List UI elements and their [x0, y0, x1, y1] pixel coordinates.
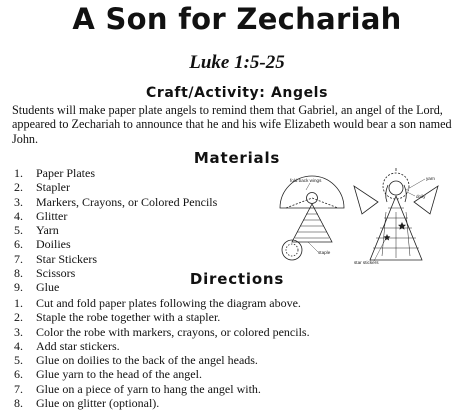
item-text: Glue on a piece of yarn to hang the angel with.: [36, 381, 261, 396]
intro-paragraph: Students will make paper plate angels to remind them that Gabriel, an angel of the Lord, appeared to Zechariah to announce that he and his wife Elizabeth would bear a son named John.: [12, 103, 452, 146]
list-item: [14, 252, 217, 266]
left-wing: [354, 186, 378, 214]
item-text: Glue on glitter (optional).: [36, 396, 160, 410]
item-number: 2.: [14, 310, 23, 325]
label-doily: doily: [416, 194, 426, 199]
item-number: 8.: [14, 266, 23, 281]
list-item: [14, 209, 217, 223]
star-sticker-icon: [398, 222, 406, 230]
item-number: 5.: [14, 353, 23, 368]
angel-diagram: [266, 168, 470, 266]
angel-head-finished: [389, 181, 403, 195]
list-item: [14, 296, 310, 310]
item-text: Markers, Crayons, or Colored Pencils: [36, 194, 218, 209]
scripture-reference: Luke 1:5-25: [189, 52, 285, 73]
label-staple: staple: [318, 250, 331, 255]
item-text: Stapler: [36, 180, 70, 195]
materials-heading: Materials: [193, 149, 281, 167]
robe-pattern: [295, 214, 329, 238]
page-title: A Son for Zechariah: [72, 2, 402, 36]
item-number: 6.: [14, 237, 23, 252]
item-number: 4.: [14, 338, 23, 353]
item-number: 1.: [14, 166, 23, 180]
fold-line: [286, 198, 338, 208]
directions-list: [14, 296, 310, 410]
doily-shape: [282, 240, 302, 260]
list-item: [14, 339, 310, 353]
directions-heading: Directions: [189, 270, 285, 288]
item-number: 7.: [14, 251, 23, 266]
item-text: Color the robe with markers, crayons, or colored pencils.: [36, 324, 310, 339]
item-text: Yarn: [36, 223, 59, 238]
angel-head: [307, 193, 318, 204]
list-item: [14, 396, 310, 410]
doily-inner: [286, 244, 298, 256]
item-text: Scissors: [36, 266, 76, 281]
list-item: [14, 310, 310, 324]
list-item: [14, 166, 217, 180]
item-number: 7.: [14, 381, 23, 396]
list-item: [14, 223, 217, 237]
label-star-stickers: star stickers: [354, 260, 379, 265]
item-number: 3.: [14, 194, 23, 209]
craft-heading: Craft/Activity: Angels: [145, 85, 328, 101]
item-text: Doilies: [36, 237, 71, 252]
item-number: 9.: [14, 280, 23, 295]
item-number: 3.: [14, 324, 23, 339]
item-text: Paper Plates: [36, 166, 95, 180]
label-yarn: yarn: [426, 176, 435, 181]
list-item: [14, 325, 310, 339]
list-item: [14, 195, 217, 209]
item-text: Add star stickers.: [36, 338, 120, 353]
item-text: Staple the robe together with a stapler.: [36, 310, 221, 325]
star-sticker-icon: [384, 234, 391, 241]
list-item: [14, 237, 217, 251]
item-number: 1.: [14, 296, 23, 310]
label-fold-back-wings: fold back wings: [290, 178, 322, 183]
item-number: 5.: [14, 223, 23, 238]
list-item: [14, 382, 310, 396]
item-number: 8.: [14, 396, 23, 410]
robe-pattern-finished: [373, 208, 419, 258]
list-item: [14, 353, 310, 367]
item-number: 2.: [14, 180, 23, 195]
robe-shape: [292, 204, 332, 242]
list-item: [14, 180, 217, 194]
item-text: Glue: [36, 280, 60, 295]
item-number: 6.: [14, 367, 23, 382]
item-text: Glue on doilies to the back of the angel heads.: [36, 353, 258, 368]
item-number: 4.: [14, 208, 23, 223]
list-item: [14, 367, 310, 381]
right-wing: [414, 186, 438, 214]
item-text: Glitter: [36, 208, 68, 223]
item-text: Star Stickers: [36, 251, 97, 266]
item-text: Cut and fold paper plates following the diagram above.: [36, 296, 301, 310]
item-text: Glue yarn to the head of the angel.: [36, 367, 202, 382]
